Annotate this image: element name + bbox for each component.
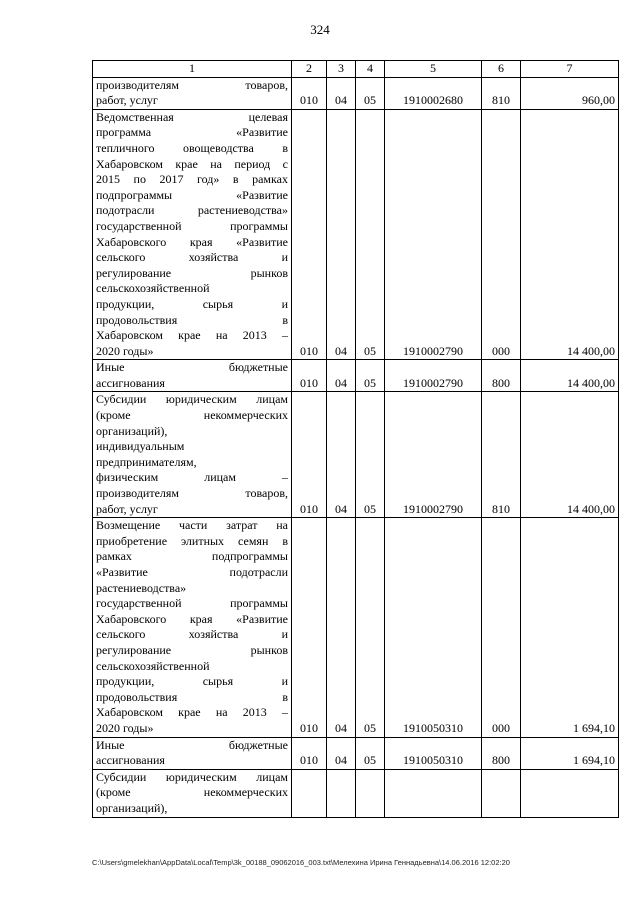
page-number: 324 [310, 22, 330, 37]
section-code-cell: 010 [292, 360, 327, 392]
header-col-2: 2 [292, 61, 327, 78]
row-name-line: Хабаровском крае на период с [96, 156, 288, 171]
amount-cell: 1 694,10 [521, 518, 619, 737]
subsection-code-cell: 04 [327, 392, 356, 518]
row-name-line: регулирование рынков [96, 265, 288, 280]
row-name-line: продукции, сырья и [96, 296, 288, 311]
row-name-line: продукции, сырья и [96, 674, 288, 689]
table-row [93, 360, 619, 392]
row-name-line: рамках подпрограммы [96, 549, 288, 564]
row-name-line: ассигнования [96, 753, 165, 768]
row-name-line: растениеводства» [96, 580, 187, 595]
row-name-line: (кроме некоммерческих [96, 785, 288, 800]
target-article-cell: 1910002790 [385, 392, 482, 518]
row-name-line: Иные бюджетные [96, 737, 288, 752]
row-name-line: сельскохозяйственной [96, 281, 210, 296]
subsection-code-cell: 04 [327, 77, 356, 109]
row-name-cell [93, 77, 292, 109]
expense-type-cell [482, 769, 521, 817]
row-name-line: Иные бюджетные [96, 360, 288, 375]
row-name-line: сельского хозяйства и [96, 250, 288, 265]
row-name-line: Субсидии юридическим лицам [96, 769, 288, 784]
row-name-line: государственной программы [96, 596, 288, 611]
expense-type-cell: 810 [482, 392, 521, 518]
section-code-cell [292, 769, 327, 817]
row-name-line: индивидуальным [96, 439, 185, 454]
section-code-cell: 010 [292, 109, 327, 360]
row-name-line: приобретение элитных семян в [96, 533, 288, 548]
row-name-line: программа «Развитие [96, 125, 288, 140]
amount-cell [521, 769, 619, 817]
division-code-cell: 05 [356, 77, 385, 109]
row-name-line: Хабаровского края «Развитие [96, 234, 288, 249]
expense-type-cell: 000 [482, 518, 521, 737]
header-col-7: 7 [521, 61, 619, 78]
row-name-line: регулирование рынков [96, 642, 288, 657]
row-name-line: 2020 годы» [96, 343, 154, 358]
table-row [93, 392, 619, 518]
amount-cell: 14 400,00 [521, 360, 619, 392]
amount-cell: 14 400,00 [521, 392, 619, 518]
row-name-line: 2015 по 2017 год» в рамках [96, 172, 288, 187]
row-name-line: организаций), [96, 800, 168, 815]
row-name-line: работ, услуг [96, 93, 158, 108]
target-article-cell: 1910002790 [385, 360, 482, 392]
row-name-line: сельского хозяйства и [96, 627, 288, 642]
row-name-line: государственной программы [96, 218, 288, 233]
header-col-5: 5 [385, 61, 482, 78]
row-name-line: физическим лицам – [96, 470, 288, 485]
table-row [93, 109, 619, 360]
subsection-code-cell: 04 [327, 360, 356, 392]
row-name-line: производителям товаров, [96, 77, 288, 92]
target-article-cell: 1910002790 [385, 109, 482, 360]
file-path-footer: C:\Users\gmelekhan\AppData\Local\Temp\3k_00188_09062016_003.txt\Мелехина Ирина Геннадьевна\14.06.2016 12:02:20 [92, 858, 510, 867]
target-article-cell: 1910050310 [385, 737, 482, 769]
row-name-line: Хабаровского края «Развитие [96, 611, 288, 626]
division-code-cell: 05 [356, 518, 385, 737]
amount-cell: 1 694,10 [521, 737, 619, 769]
header-col-6: 6 [482, 61, 521, 78]
subsection-code-cell: 04 [327, 109, 356, 360]
target-article-cell: 1910002680 [385, 77, 482, 109]
budget-table [92, 60, 619, 818]
subsection-code-cell: 04 [327, 737, 356, 769]
row-name-line: тепличного овощеводства в [96, 140, 288, 155]
row-name-cell [93, 392, 292, 518]
row-name-line: Хабаровском крае на 2013 – [96, 328, 288, 343]
row-name-line: производителям товаров, [96, 486, 288, 501]
expense-type-cell: 800 [482, 360, 521, 392]
row-name-line: работ, услуг [96, 501, 158, 516]
row-name-line: 2020 годы» [96, 720, 154, 735]
row-name-line: ассигнования [96, 375, 165, 390]
row-name-line: организаций), [96, 423, 168, 438]
header-col-3: 3 [327, 61, 356, 78]
header-col-4: 4 [356, 61, 385, 78]
row-name-line: сельскохозяйственной [96, 658, 210, 673]
amount-cell: 14 400,00 [521, 109, 619, 360]
row-name-line: подотрасли растениеводства» [96, 203, 288, 218]
row-name-line: Ведомственная целевая [96, 109, 288, 124]
row-name-cell [93, 737, 292, 769]
row-name-line: продовольствия в [96, 689, 288, 704]
row-name-cell [93, 109, 292, 360]
row-name-cell [93, 518, 292, 737]
row-name-line: (кроме некоммерческих [96, 408, 288, 423]
target-article-cell: 1910050310 [385, 518, 482, 737]
header-col-1: 1 [93, 61, 292, 78]
target-article-cell [385, 769, 482, 817]
section-code-cell: 010 [292, 77, 327, 109]
row-name-cell [93, 360, 292, 392]
table-row [93, 518, 619, 737]
row-name-line: Субсидии юридическим лицам [96, 392, 288, 407]
row-name-line: продовольствия в [96, 312, 288, 327]
expense-type-cell: 810 [482, 77, 521, 109]
section-code-cell: 010 [292, 737, 327, 769]
amount-cell: 960,00 [521, 77, 619, 109]
row-name-line: подпрограммы «Развитие [96, 187, 288, 202]
subsection-code-cell: 04 [327, 518, 356, 737]
subsection-code-cell [327, 769, 356, 817]
row-name-line: «Развитие подотрасли [96, 565, 288, 579]
row-name-line: предпринимателям, [96, 454, 197, 469]
division-code-cell [356, 769, 385, 817]
table-header-row [93, 61, 619, 78]
table-row [93, 77, 619, 109]
division-code-cell: 05 [356, 737, 385, 769]
section-code-cell: 010 [292, 518, 327, 737]
division-code-cell: 05 [356, 360, 385, 392]
table-row [93, 769, 619, 817]
table-row [93, 737, 619, 769]
division-code-cell: 05 [356, 392, 385, 518]
row-name-cell [93, 769, 292, 817]
section-code-cell: 010 [292, 392, 327, 518]
expense-type-cell: 000 [482, 109, 521, 360]
row-name-line: Возмещение части затрат на [96, 518, 288, 533]
division-code-cell: 05 [356, 109, 385, 360]
expense-type-cell: 800 [482, 737, 521, 769]
table-body [93, 77, 619, 817]
row-name-line: Хабаровском крае на 2013 – [96, 705, 288, 720]
